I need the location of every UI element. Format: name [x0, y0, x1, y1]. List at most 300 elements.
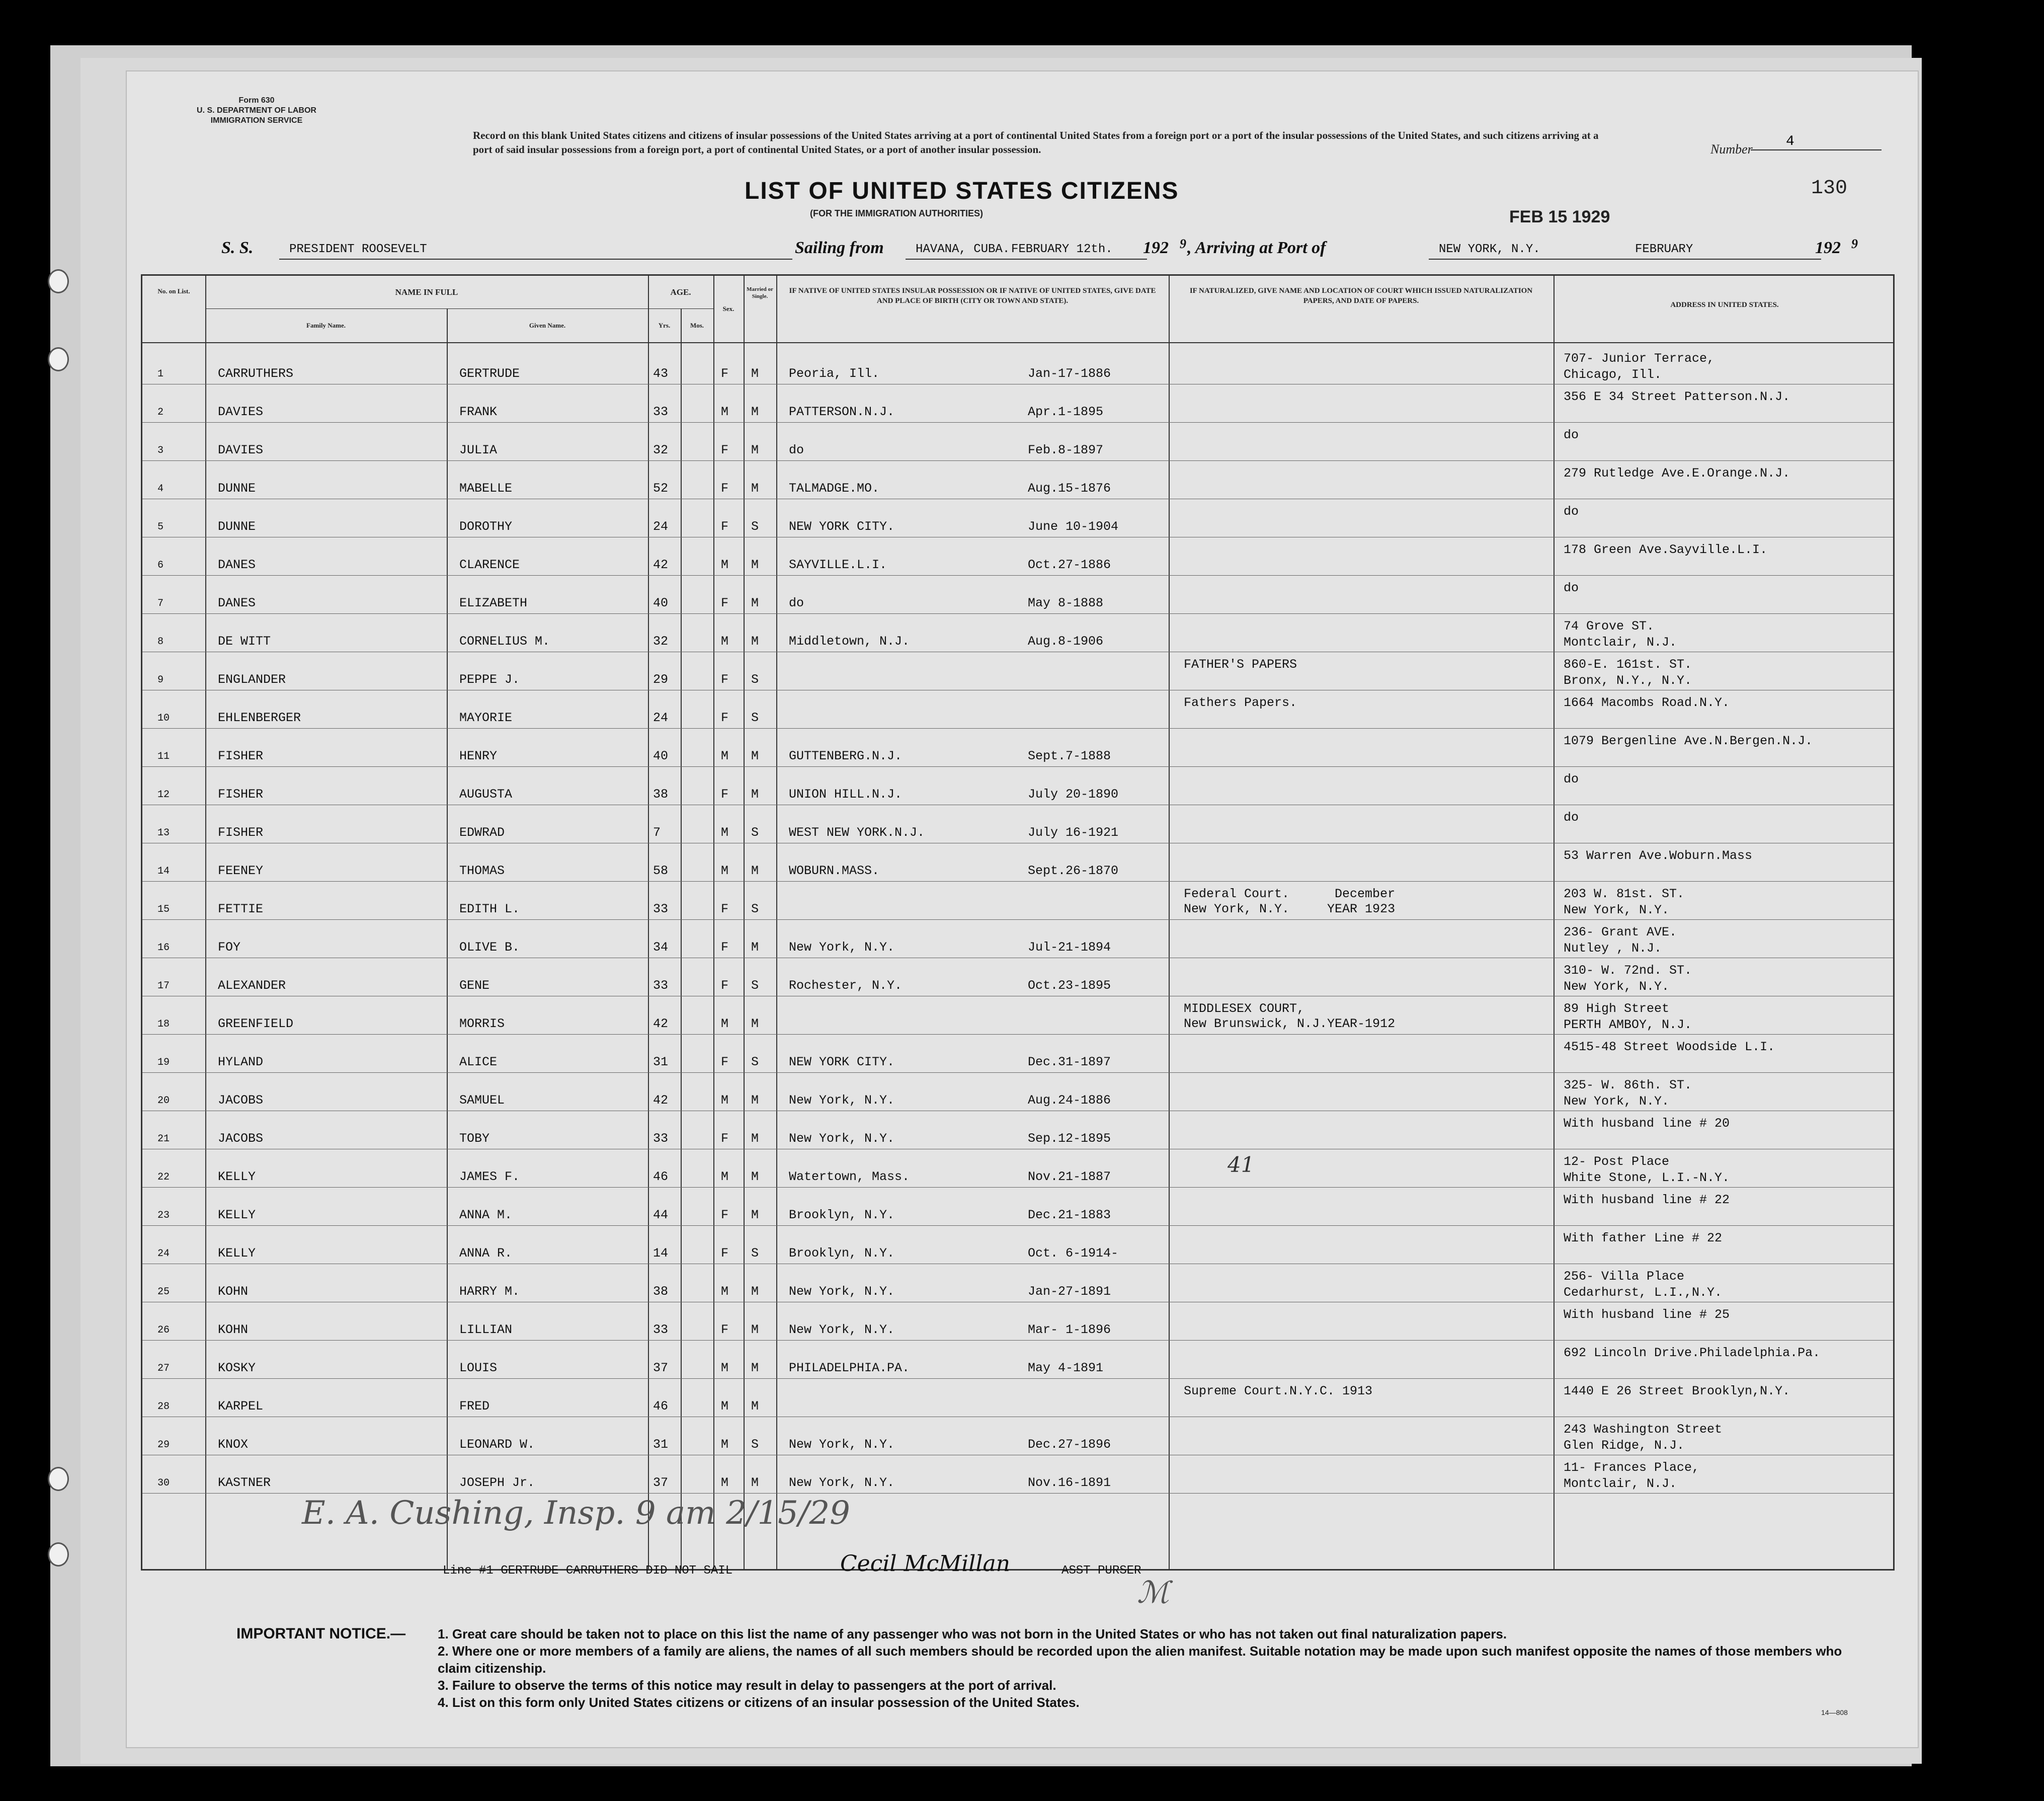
given-name: ANNA R. [459, 1246, 513, 1261]
age-years: 14 [653, 1246, 669, 1261]
address-line-1: With husband line # 25 [1564, 1307, 1730, 1322]
header-yrs: Yrs. [658, 322, 671, 329]
row-number: 11 [157, 751, 170, 762]
address-line-2: Glen Ridge, N.J. [1564, 1438, 1685, 1453]
marital-status: S [751, 902, 759, 916]
table-row [142, 1226, 1893, 1263]
marital-status: S [751, 1246, 759, 1261]
sex: F [721, 1246, 729, 1261]
birth-place: TALMADGE.MO. [789, 481, 880, 496]
address-line-2: Montclair, N.J. [1564, 635, 1677, 650]
address-line-1: 279 Rutledge Ave.E.Orange.N.J. [1564, 466, 1790, 481]
age-years: 40 [653, 749, 669, 763]
notice-item: 1. Great care should be taken not to place on this list the name of any passenger who was not born in the United States or who has not taken out final naturalization papers. [438, 1626, 1507, 1641]
ss-label: S. S. [221, 239, 254, 257]
inspector-signature: E. A. Cushing, Insp. 9 am 2/15/29 [302, 1495, 850, 1532]
given-name: MABELLE [459, 481, 513, 496]
table-row [142, 1149, 1893, 1187]
birth-place: Watertown, Mass. [789, 1169, 910, 1184]
birth-place: New York, N.Y. [789, 1284, 895, 1299]
row-number: 21 [157, 1133, 170, 1145]
birth-place: NEW YORK CITY. [789, 1055, 895, 1069]
age-years: 38 [653, 1284, 669, 1299]
marital-status: M [751, 1169, 759, 1184]
family-name: KOHN [218, 1322, 249, 1337]
header-no-on-list: No. on List. [157, 287, 190, 295]
age-years: 33 [653, 1131, 669, 1146]
row-number: 20 [157, 1095, 170, 1107]
address-line-1: 356 E 34 Street Patterson.N.J. [1564, 389, 1790, 404]
row-number: 9 [157, 674, 164, 686]
row-number: 22 [157, 1171, 170, 1183]
table-row [142, 1379, 1893, 1416]
marital-status: S [751, 978, 759, 993]
table-row [142, 805, 1893, 842]
birth-date: Oct.27-1886 [1028, 558, 1111, 572]
sex: F [721, 1322, 729, 1337]
given-name: LOUIS [459, 1361, 498, 1375]
handwritten-note: 41 [1228, 1152, 1255, 1177]
address-line-1: 236- Grant AVE. [1564, 925, 1677, 939]
age-years: 42 [653, 1016, 669, 1031]
sex: F [721, 443, 729, 457]
initials-mark: ℳ [1137, 1575, 1170, 1610]
number-label: Number [1710, 142, 1753, 156]
punch-hole-icon [48, 269, 69, 293]
marital-status: M [751, 787, 759, 802]
form-header [181, 96, 332, 126]
sex: F [721, 366, 729, 381]
marital-status: S [751, 825, 759, 840]
row-number: 4 [157, 483, 164, 495]
marital-status: M [751, 940, 759, 955]
sailing-from: HAVANA, CUBA. [906, 243, 1147, 260]
family-name: JACOBS [218, 1093, 264, 1108]
number-value: 4 [1751, 134, 1882, 150]
birth-place: WEST NEW YORK.N.J. [789, 825, 925, 840]
table-row [142, 996, 1893, 1034]
sex: F [721, 1131, 729, 1146]
age-years: 37 [653, 1361, 669, 1375]
address-line-1: do [1564, 810, 1579, 825]
row-number: 26 [157, 1324, 170, 1336]
address-line-1: 74 Grove ST. [1564, 619, 1655, 634]
sex: M [721, 1169, 729, 1184]
row-number: 16 [157, 942, 170, 954]
header-married-single: Married or Single. [747, 286, 773, 299]
family-name: KARPEL [218, 1399, 264, 1414]
birth-place: New York, N.Y. [789, 1437, 895, 1452]
address-line-2: Cedarhurst, L.I.,N.Y. [1564, 1285, 1723, 1300]
family-name: DE WITT [218, 634, 271, 649]
row-number: 27 [157, 1363, 170, 1374]
address-line-1: do [1564, 581, 1579, 595]
given-name: SAMUEL [459, 1093, 505, 1108]
marital-status: M [751, 1399, 759, 1414]
birth-date: Aug.15-1876 [1028, 481, 1111, 496]
marital-status: S [751, 672, 759, 687]
row-number: 14 [157, 866, 170, 877]
given-name: AUGUSTA [459, 787, 513, 802]
age-years: 42 [653, 1093, 669, 1108]
family-name: DAVIES [218, 405, 264, 419]
sex: M [721, 749, 729, 763]
table-row [142, 843, 1893, 881]
header-birth: IF NATIVE OF UNITED STATES INSULAR POSSESSION OR IF NATIVE OF UNITED STATES, GIVE DATE AND PLACE OF BIRTH (CITY OR TOWN AND STATE). [789, 287, 1156, 305]
table-row [142, 767, 1893, 804]
table-row [142, 614, 1893, 651]
table-row [142, 423, 1893, 460]
given-name: ELIZABETH [459, 596, 528, 610]
marital-status: M [751, 1475, 759, 1490]
given-name: EDWRAD [459, 825, 505, 840]
marital-status: S [751, 711, 759, 725]
marital-status: M [751, 1361, 759, 1375]
family-name: DAVIES [218, 443, 264, 457]
table-row [142, 729, 1893, 766]
address-line-1: 256- Villa Place [1564, 1269, 1685, 1284]
given-name: GERTRUDE [459, 366, 520, 381]
table-row [142, 690, 1893, 728]
birth-date: Feb.8-1897 [1028, 443, 1104, 457]
age-years: 42 [653, 558, 669, 572]
sailing-label: Sailing from [795, 239, 884, 257]
sailing-year-prefix: 192 [1143, 239, 1169, 257]
marital-status: M [751, 1131, 759, 1146]
birth-place: GUTTENBERG.N.J. [789, 749, 903, 763]
arriving-year-prefix: 192 [1815, 239, 1841, 257]
table-row [142, 1302, 1893, 1340]
given-name: DOROTHY [459, 519, 513, 534]
birth-date: Nov.21-1887 [1028, 1169, 1111, 1184]
sex: F [721, 1055, 729, 1069]
family-name: FISHER [218, 825, 264, 840]
sex: M [721, 1284, 729, 1299]
address-line-1: do [1564, 772, 1579, 787]
sex: F [721, 1208, 729, 1222]
birth-date: Oct.23-1895 [1028, 978, 1111, 993]
birth-place: do [789, 596, 804, 610]
age-years: 32 [653, 443, 669, 457]
address-line-1: 178 Green Ave.Sayville.L.I. [1564, 542, 1768, 557]
row-number: 3 [157, 445, 164, 456]
birth-place: PATTERSON.N.J. [789, 405, 895, 419]
notice-items [438, 1625, 1871, 1711]
given-name: MORRIS [459, 1016, 505, 1031]
age-years: 29 [653, 672, 669, 687]
given-name: FRANK [459, 405, 498, 419]
address-line-1: 53 Warren Ave.Woburn.Mass [1564, 848, 1753, 863]
sex: M [721, 1437, 729, 1452]
family-name: KNOX [218, 1437, 249, 1452]
address-line-2: New York, N.Y. [1564, 903, 1670, 917]
marital-status: M [751, 1322, 759, 1337]
age-years: 44 [653, 1208, 669, 1222]
birth-place: SAYVILLE.L.I. [789, 558, 887, 572]
birth-place: WOBURN.MASS. [789, 864, 880, 878]
header-sex: Sex. [722, 305, 734, 312]
birth-place: New York, N.Y. [789, 940, 895, 955]
address-line-1: 89 High Street [1564, 1001, 1670, 1016]
birth-place: Peoria, Ill. [789, 366, 880, 381]
age-years: 38 [653, 787, 669, 802]
notice-item: 4. List on this form only United States citizens or citizens of an insular possession of the United States. [438, 1695, 1080, 1710]
birth-place: UNION HILL.N.J. [789, 787, 903, 802]
marital-status: M [751, 558, 759, 572]
table-row [142, 499, 1893, 536]
row-number: 25 [157, 1286, 170, 1298]
naturalization: Fathers Papers. [1184, 695, 1297, 710]
address-line-1: 11- Frances Place, [1564, 1460, 1700, 1475]
sex: M [721, 825, 729, 840]
naturalization: Supreme Court.N.Y.C. 1913 [1184, 1384, 1373, 1398]
birth-date: May 4-1891 [1028, 1361, 1104, 1375]
marital-status: M [751, 1093, 759, 1108]
address-line-1: 707- Junior Terrace, [1564, 351, 1715, 366]
family-name: KASTNER [218, 1475, 271, 1490]
table-row [142, 461, 1893, 498]
age-years: 7 [653, 825, 661, 840]
address-line-1: 1440 E 26 Street Brooklyn,N.Y. [1564, 1384, 1790, 1398]
birth-place: Rochester, N.Y. [789, 978, 903, 993]
notice-item: 2. Where one or more members of a family are aliens, the names of all such members should be recorded upon the alien manifest. Suitable notation may be made upon such manifest opposite the names of those members who claim citizenship. [438, 1643, 1842, 1676]
birth-date: Mar- 1-1896 [1028, 1322, 1111, 1337]
age-years: 46 [653, 1399, 669, 1414]
given-name: TOBY [459, 1131, 490, 1146]
sex: F [721, 978, 729, 993]
row-number: 5 [157, 521, 164, 533]
row-number: 2 [157, 407, 164, 418]
birth-date: Dec.21-1883 [1028, 1208, 1111, 1222]
family-name: FISHER [218, 749, 264, 763]
family-name: FEENEY [218, 864, 264, 878]
address-line-2: New York, N.Y. [1564, 979, 1670, 994]
birth-place: Brooklyn, N.Y. [789, 1208, 895, 1222]
table-row [142, 576, 1893, 613]
age-years: 24 [653, 519, 669, 534]
table-row [142, 537, 1893, 575]
table-row [142, 346, 1893, 383]
age-years: 32 [653, 634, 669, 649]
age-years: 46 [653, 1169, 669, 1184]
row-number: 17 [157, 980, 170, 992]
purser-signature: Cecil McMillan [840, 1551, 1011, 1577]
address-line-2: Montclair, N.J. [1564, 1476, 1677, 1491]
table-row [142, 1073, 1893, 1110]
birth-date: Jul-21-1894 [1028, 940, 1111, 955]
row-number: 30 [157, 1477, 170, 1489]
family-name: JACOBS [218, 1131, 264, 1146]
sex: F [721, 481, 729, 496]
row-number: 8 [157, 636, 164, 648]
voyage-line [221, 237, 1892, 262]
address-line-1: do [1564, 428, 1579, 442]
header-age: AGE. [670, 287, 691, 297]
birth-date: June 10-1904 [1028, 519, 1119, 534]
birth-date: Jan-17-1886 [1028, 366, 1111, 381]
sex: F [721, 711, 729, 725]
family-name: DUNNE [218, 481, 256, 496]
sex: F [721, 940, 729, 955]
department: U. S. DEPARTMENT OF LABOR [197, 106, 316, 115]
birth-place: New York, N.Y. [789, 1131, 895, 1146]
birth-date: Aug.24-1886 [1028, 1093, 1111, 1108]
notice-item: 3. Failure to observe the terms of this notice may result in delay to passengers at the port of arrival. [438, 1678, 1056, 1693]
family-name: FOY [218, 940, 241, 955]
row-number: 19 [157, 1057, 170, 1068]
marital-status: M [751, 749, 759, 763]
address-line-1: 1664 Macombs Road.N.Y. [1564, 695, 1730, 710]
given-name: PEPPE J. [459, 672, 520, 687]
birth-date: Sep.12-1895 [1028, 1131, 1111, 1146]
given-name: MAYORIE [459, 711, 513, 725]
marital-status: S [751, 1055, 759, 1069]
sailing-year-digit: 9 [1180, 237, 1186, 251]
address-line-1: 4515-48 Street Woodside L.I. [1564, 1040, 1775, 1054]
naturalization: MIDDLESEX COURT, New Brunswick, N.J.YEAR-1912 [1184, 1001, 1396, 1031]
marital-status: M [751, 366, 759, 381]
table-row [142, 1417, 1893, 1454]
marital-status: M [751, 596, 759, 610]
row-number: 23 [157, 1210, 170, 1221]
sex: M [721, 558, 729, 572]
address-line-1: With husband line # 22 [1564, 1193, 1730, 1207]
table-row [142, 958, 1893, 995]
given-name: HENRY [459, 749, 498, 763]
header-name-in-full: NAME IN FULL [395, 287, 458, 297]
punch-hole-icon [48, 1542, 69, 1567]
table-row [142, 652, 1893, 689]
sex: M [721, 1399, 729, 1414]
birth-place: New York, N.Y. [789, 1093, 895, 1108]
marital-status: M [751, 1284, 759, 1299]
address-line-1: With father Line # 22 [1564, 1231, 1723, 1245]
sex: M [721, 1093, 729, 1108]
address-line-1: 325- W. 86th. ST. [1564, 1078, 1692, 1092]
corner-code: 14—808 [1821, 1708, 1848, 1716]
address-line-1: With husband line # 20 [1564, 1116, 1730, 1131]
given-name: JAMES F. [459, 1169, 520, 1184]
row-number: 24 [157, 1248, 170, 1260]
punch-hole-icon [48, 1467, 69, 1491]
row-number: 10 [157, 713, 170, 724]
purser-title: ASST PURSER [1061, 1564, 1141, 1578]
header-family-name: Family Name. [306, 322, 346, 329]
age-years: 34 [653, 940, 669, 955]
family-name: DANES [218, 596, 256, 610]
ship-name: PRESIDENT ROOSEVELT [279, 243, 792, 260]
table-row [142, 920, 1893, 957]
address-line-1: 203 W. 81st. ST. [1564, 887, 1685, 901]
table-row [142, 882, 1893, 919]
family-name: CARRUTHERS [218, 366, 294, 381]
birth-place: PHILADELPHIA.PA. [789, 1361, 910, 1375]
age-years: 33 [653, 405, 669, 419]
header-address: ADDRESS IN UNITED STATES. [1670, 301, 1779, 309]
page-subtitle: (FOR THE IMMIGRATION AUTHORITIES) [810, 208, 983, 218]
marital-status: S [751, 1437, 759, 1452]
address-line-1: 1079 Bergenline Ave.N.Bergen.N.J. [1564, 734, 1813, 748]
table-row [142, 1455, 1893, 1493]
address-line-1: 692 Lincoln Drive.Philadelphia.Pa. [1564, 1346, 1821, 1360]
arriving-year-digit: 9 [1851, 237, 1858, 251]
table-row [142, 1035, 1893, 1072]
sex: M [721, 405, 729, 419]
row-number: 12 [157, 789, 170, 801]
marital-status: M [751, 481, 759, 496]
date-stamp: FEB 15 1929 [1509, 207, 1610, 226]
row-number: 29 [157, 1439, 170, 1451]
passenger-table [141, 274, 1895, 1571]
sex: F [721, 596, 729, 610]
given-name: CORNELIUS M. [459, 634, 550, 649]
address-line-1: 310- W. 72nd. ST. [1564, 963, 1692, 978]
birth-date: Dec.31-1897 [1028, 1055, 1111, 1069]
sex: M [721, 1361, 729, 1375]
row-number: 6 [157, 560, 164, 571]
birth-date: Jan-27-1891 [1028, 1284, 1111, 1299]
sex: M [721, 1475, 729, 1490]
birth-place: New York, N.Y. [789, 1475, 895, 1490]
header-naturalized: IF NATURALIZED, GIVE NAME AND LOCATION OF COURT WHICH ISSUED NATURALIZATION PAPERS, AND DATE OF PAPERS. [1189, 287, 1533, 305]
address-line-2: Nutley , N.J. [1564, 941, 1662, 956]
family-name: KELLY [218, 1208, 256, 1222]
arriving-label: , Arriving at Port of [1187, 239, 1326, 257]
age-years: 31 [653, 1055, 669, 1069]
age-years: 58 [653, 864, 669, 878]
birth-date: Dec.27-1896 [1028, 1437, 1111, 1452]
age-years: 33 [653, 1322, 669, 1337]
notice-heading: IMPORTANT NOTICE.— [236, 1625, 406, 1642]
row-number: 15 [157, 904, 170, 915]
birth-place: New York, N.Y. [789, 1322, 895, 1337]
address-line-1: 243 Washington Street [1564, 1422, 1723, 1437]
intro-text: Record on this blank United States citizens and citizens of insular possessions of the United States arriving at a port of continental United States from a foreign port or a port of the insular possessions of the United States, and such citizens arriving at a port of said insular possessions from a foreign port, a port of continental United States, or a port of another insular possession. [473, 129, 1599, 155]
birth-date: Aug.8-1906 [1028, 634, 1104, 649]
row-number: 13 [157, 827, 170, 839]
given-name: ANNA M. [459, 1208, 513, 1222]
table-row [142, 384, 1893, 422]
sailing-date: FEBRUARY 12th. [1011, 243, 1113, 256]
given-name: LILLIAN [459, 1322, 513, 1337]
family-name: KOHN [218, 1284, 249, 1299]
header-given-name: Given Name. [529, 322, 566, 329]
page-title: LIST OF UNITED STATES CITIZENS [745, 178, 1179, 204]
family-name: HYLAND [218, 1055, 264, 1069]
family-name: EHLENBERGER [218, 711, 301, 725]
age-years: 33 [653, 902, 669, 916]
birth-date: Apr.1-1895 [1028, 405, 1104, 419]
table-row [142, 1111, 1893, 1148]
given-name: GENE [459, 978, 490, 993]
family-name: ENGLANDER [218, 672, 286, 687]
given-name: OLIVE B. [459, 940, 520, 955]
sex: M [721, 1016, 729, 1031]
family-name: FETTIE [218, 902, 264, 916]
birth-date: Nov.16-1891 [1028, 1475, 1111, 1490]
given-name: JOSEPH Jr. [459, 1475, 535, 1490]
age-years: 24 [653, 711, 669, 725]
given-name: JULIA [459, 443, 498, 457]
marital-status: S [751, 519, 759, 534]
birth-place: Brooklyn, N.Y. [789, 1246, 895, 1261]
family-name: KELLY [218, 1169, 256, 1184]
family-name: FISHER [218, 787, 264, 802]
age-years: 33 [653, 978, 669, 993]
row-number: 18 [157, 1019, 170, 1030]
row-number: 7 [157, 598, 164, 609]
age-years: 40 [653, 596, 669, 610]
